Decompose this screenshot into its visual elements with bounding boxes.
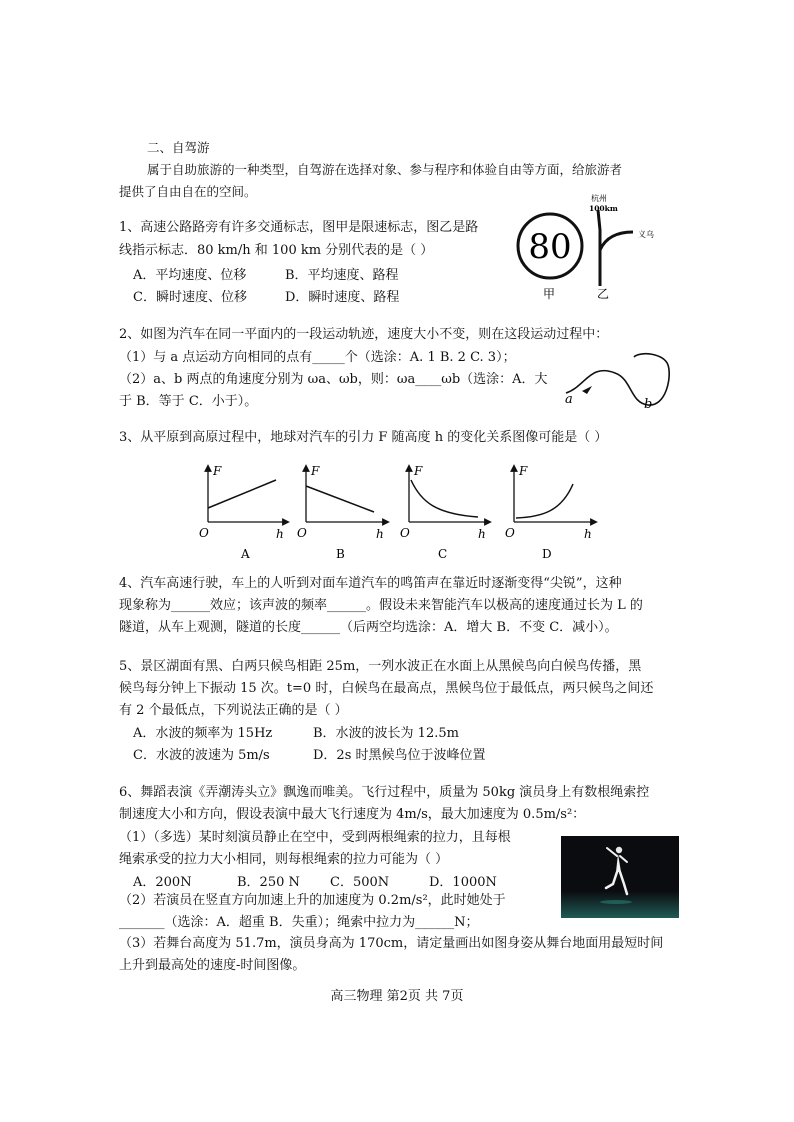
section-heading: 二、自驾游 (147, 140, 210, 155)
q5-option-d: D．2s 时黑候鸟位于波峰位置 (313, 748, 486, 763)
route-sign-top-label: 杭州 (591, 194, 607, 203)
q2-line-1: 2、如图为汽车在同一平面内的一段运动轨迹，速度大小不变，则在这段运动过程中： (119, 327, 609, 342)
q6-sub2-line-1: （2）若演员在竖直方向加速上升的加速度为 0.2m/s²，此时她处于 (119, 893, 506, 908)
route-sign-branch-label: 义乌 (638, 230, 654, 239)
point-a-label: a (565, 392, 573, 407)
q1-line-1: 1、高速公路路旁有许多交通标志，图甲是限速标志，图乙是路 (119, 220, 479, 235)
point-b-label: b (644, 397, 653, 412)
graph-c-caption: C (438, 547, 448, 561)
graph-c-curve (411, 480, 478, 517)
q4-line-2: 现象称为______效应；该声波的频率______。假设未来智能汽车以极高的速度通过长为 L 的 (119, 598, 643, 613)
q3-line: 3、从平原到高原过程中，地球对汽车的引力 F 随高度 h 的变化关系图像可能是（ ） (119, 430, 608, 445)
q5-line-2: 候鸟每分钟上下振动 15 次。t=0 时，白候鸟在最高点，黑候鸟位于最低点，两只候鸟之间还 (119, 681, 654, 696)
graph-a-y-label: F (213, 464, 222, 478)
graph-b-curve (306, 486, 374, 512)
q6-option-c: C．500N (330, 875, 390, 890)
graph-d-curve (516, 484, 573, 518)
graph-c (400, 464, 488, 561)
q6-sub1-line-1: （1）（多选）某时刻演员静止在空中，受到两根绳索的拉力，且每根 (119, 830, 511, 845)
graph-c-x-label: h (478, 527, 486, 541)
q3-graphs (196, 462, 606, 562)
q5-option-b: B．水波的波长为 12.5m (313, 726, 459, 741)
q1-option-b: B．平均速度、路程 (285, 268, 399, 283)
q1-option-d: D．瞬时速度、路程 (285, 290, 400, 305)
caption-jia: 甲 (543, 287, 556, 301)
direction-arrow (582, 386, 592, 394)
dancer-figure (561, 836, 679, 918)
q2-trajectory-figure (560, 345, 685, 415)
section-intro-line-1: 属于自助旅游的一种类型，自驾游在选择对象、参与程序和体验自由等方面，给旅游者 (147, 162, 623, 177)
graph-b-y-label: F (311, 464, 320, 478)
graph-a (199, 464, 286, 561)
dancer-photo (561, 836, 679, 918)
q6-line-2: 制速度大小和方向，假设表演中最大飞行速度为 4m/s，最大加速度为 0.5m/s²： (119, 807, 586, 822)
q1-figure (510, 190, 690, 305)
graph-b-origin: O (297, 526, 307, 540)
graph-b-x-label: h (376, 527, 384, 541)
graph-a-curve (208, 480, 276, 508)
route-sign-distance: 100km (589, 204, 618, 213)
q6-sub2-line-2: _______（选涂：A．超重 B．失重）；绳索中拉力为______N； (119, 915, 479, 930)
q2-line-2: （1）与 a 点运动方向相同的点有_____个（选涂：A. 1 B. 2 C. 3）； (119, 350, 516, 365)
graph-d-x-label: h (584, 527, 592, 541)
q4-line-3: 隧道，从车上观测，隧道的长度______（后两空均选涂：A．增大 B．不变 C．减小）。 (119, 620, 618, 635)
q6-sub1-line-2: 绳索承受的拉力大小相同，则每根绳索的拉力可能为（ ） (119, 852, 449, 867)
q5-option-c: C．水波的波速为 5m/s (133, 748, 270, 763)
q5-line-3: 有 2 个最低点，下列说法正确的是（ ） (119, 703, 348, 718)
graph-d (505, 464, 594, 561)
graph-b (297, 464, 386, 561)
q1-line-2: 线指示标志．80 km/h 和 100 km 分别代表的是（ ） (119, 243, 434, 258)
route-sign-branch (600, 232, 633, 250)
q6-sub3-line-1: （3）若舞台高度为 51.7m，演员身高为 170cm，请定量画出如图身姿从舞台地面用最短时间 (119, 936, 664, 951)
graph-d-y-label: F (519, 464, 528, 478)
q6-sub3-line-2: 上升到最高处的速度-时间图像。 (119, 958, 306, 973)
q5-line-1: 5、景区湖面有黑、白两只候鸟相距 25m，一列水波正在水面上从黑候鸟向白候鸟传播，黑 (119, 659, 642, 674)
q1-option-c: C．瞬时速度、位移 (133, 290, 247, 305)
q5-option-a: A．水波的频率为 15Hz (133, 726, 273, 741)
page-footer: 高三物理 第2页 共 7页 (330, 989, 464, 1004)
q4-line-1: 4、汽车高速行驶，车上的人听到对面车道汽车的鸣笛声在靠近时逐渐变得“尖锐”，这种 (119, 576, 622, 591)
graph-b-caption: B (336, 547, 345, 561)
q2-line-3: （2）a、b 两点的角速度分别为 ωa、ωb，则：ωa____ωb（选涂：A．大 (119, 372, 548, 387)
graph-c-origin: O (400, 526, 410, 540)
q6-option-d: D．1000N (429, 875, 497, 890)
graph-a-x-label: h (276, 527, 284, 541)
trajectory-curve (566, 354, 669, 405)
section-intro-line-2: 提供了自由自在的空间。 (119, 184, 257, 199)
graph-a-caption: A (241, 547, 250, 561)
speed-limit-value: 80 (528, 227, 572, 267)
q6-option-a: A．200N (133, 875, 192, 890)
graph-d-origin: O (505, 526, 515, 540)
q1-option-a: A．平均速度、位移 (133, 268, 247, 283)
q2-line-4: 于 B．等于 C．小于）。 (119, 394, 258, 409)
graph-d-caption: D (542, 547, 552, 561)
caption-yi: 乙 (597, 287, 610, 301)
graph-c-y-label: F (414, 464, 423, 478)
graph-a-origin: O (199, 526, 209, 540)
q6-option-b: B．250 N (237, 875, 300, 890)
q6-line-1: 6、舞蹈表演《弄潮涛头立》飘逸而唯美。飞行过程中，质量为 50kg 演员身上有数根绳索控 (119, 785, 650, 800)
